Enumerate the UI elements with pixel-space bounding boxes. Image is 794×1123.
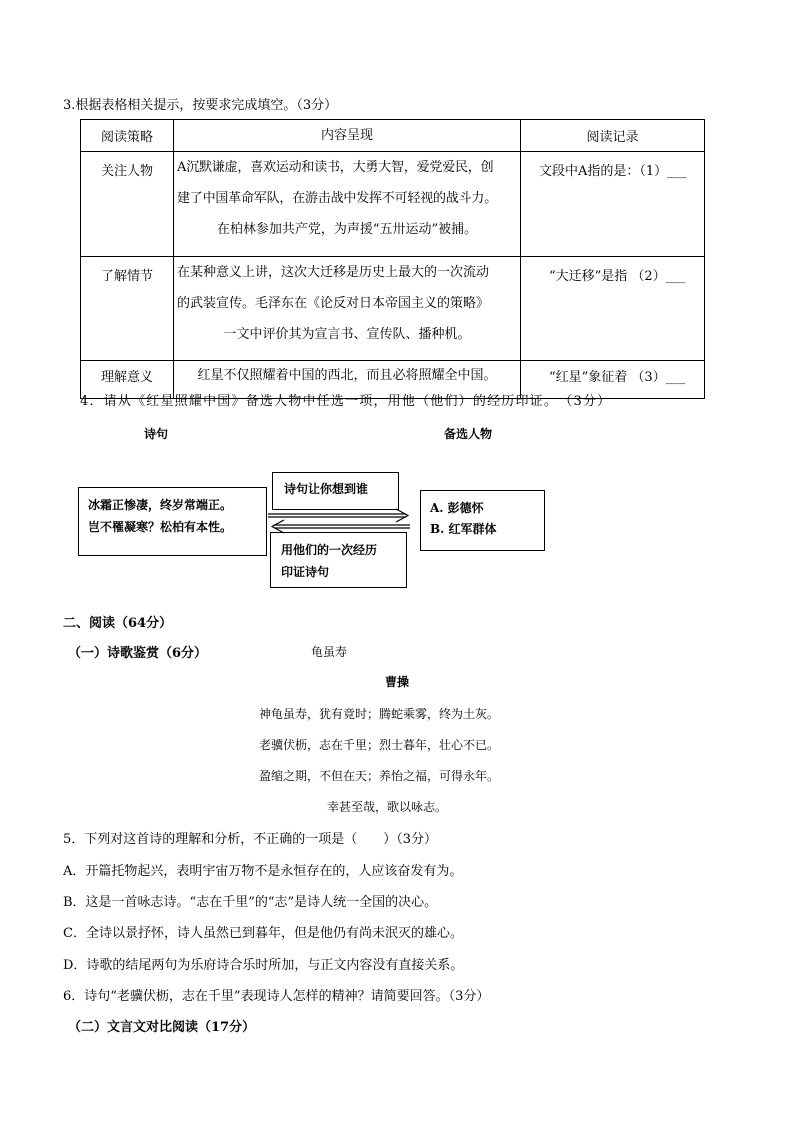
row2-content (174, 257, 521, 361)
row2-content-line: 在某种意义上讲，这次大迁移是历史上最大的一次流动 (177, 265, 490, 280)
row3-record: “红星”象征着 （3）___ (521, 361, 705, 399)
label-people: 备选人物 (444, 427, 493, 441)
poem-line: 冰霜正惨凄，终岁常端正。 (88, 498, 233, 512)
part1-title: （一）诗歌鉴赏（6分） (68, 646, 208, 661)
header-strategy: 阅读策略 (81, 120, 174, 152)
row1-content-line: A沉默谦虚，喜欢运动和读书，大勇大智，爱党爱民，创 (177, 160, 494, 175)
prompt-bottom-text: 印证诗句 (281, 565, 330, 579)
q3-title: 3.根据表格相关提示，按要求完成填空。（3分） (63, 98, 338, 113)
poem-author: 曹操 (385, 675, 410, 689)
row1-content-line: 在柏林参加共产党，为声援“五卅运动”被捕。 (216, 222, 478, 237)
q5-option-c: C．全诗以景抒怀，诗人虽然已到暮年，但是他仍有尚未泯灭的雄心。 (63, 926, 463, 941)
poem-line: 神龟虽寿，犹有竟时；腾蛇乘雾，终为土灰。 (259, 707, 500, 721)
row2-content-line: 的武装宣传。毛泽东在《论反对日本帝国主义的策略》 (177, 296, 490, 311)
header-record: 阅读记录 (521, 120, 705, 152)
row2-strategy: 了解情节 (81, 257, 174, 361)
prompt-top-text: 诗句让你想到谁 (284, 482, 369, 496)
option-line: A. 彭德怀 (430, 501, 484, 515)
diagram-arrows (260, 505, 420, 535)
prompt-bottom-text: 用他们的一次经历 (281, 543, 378, 557)
q6-title: 6．诗句“老骥伏枥，志在千里”表现诗人怎样的精神？请简要回答。（3分） (63, 989, 490, 1004)
q5-option-d: D．诗歌的结尾两句为乐府诗合乐时所加，与正文内容没有直接关系。 (63, 958, 464, 973)
row2-content-line: 一文中评价其为宣言书、宣传队、播种机。 (223, 327, 471, 342)
reading-strategy-table (80, 119, 705, 399)
right-arrow-icon (268, 509, 408, 522)
poem-line: 老骥伏枥，志在千里；烈士暮年，壮心不已。 (259, 738, 500, 752)
table-header-row (81, 120, 705, 152)
table-row (81, 257, 705, 361)
row3-content-line: 红星不仅照耀着中国的西北，而且必将照耀全中国。 (197, 368, 497, 383)
q5-option-a: A．开篇托物起兴，表明宇宙万物不是永恒存在的，人应该奋发有为。 (63, 864, 463, 879)
label-poem: 诗句 (144, 427, 169, 441)
option-line: B. 红军群体 (430, 522, 497, 536)
row1-content-line: 建了中国革命军队，在游击战中发挥不可轻视的战斗力。 (177, 191, 498, 206)
poem-line: 岂不罹凝寒？松柏有本性。 (88, 520, 233, 534)
row1-content (174, 152, 521, 257)
header-content: 内容呈现 (174, 120, 521, 152)
table-row (81, 152, 705, 257)
row2-record: “大迁移”是指 （2）___ (521, 257, 705, 361)
q4-title: 4．请从《红星照耀中国》备选人物中任选一项，用他（他们）的经历印证。 （3分） (80, 394, 612, 409)
row1-strategy: 关注人物 (81, 152, 174, 257)
poem-line: 幸甚至哉，歌以咏志。 (327, 800, 448, 814)
poem-line: 盈缩之期，不但在天；养怡之福，可得永年。 (259, 769, 500, 783)
row3-strategy: 理解意义 (81, 361, 174, 399)
poem-box (78, 487, 267, 556)
options-box (420, 490, 545, 551)
part2-title: （二）文言文对比阅读（17分） (68, 1020, 256, 1035)
poem-title: 龟虽寿 (311, 645, 348, 659)
prompt-bottom-box (270, 532, 407, 588)
section2-title: 二、阅读（64分） (63, 616, 173, 631)
q5-title: 5．下列对这首诗的理解和分析，不正确的一项是（ ）（3分） (63, 832, 438, 847)
left-arrow-icon (272, 520, 410, 533)
q5-option-b: B．这是一首咏志诗。“志在千里”的“志”是诗人统一全国的决心。 (63, 895, 438, 910)
row1-record: 文段中A指的是：（1）___ (521, 152, 705, 257)
